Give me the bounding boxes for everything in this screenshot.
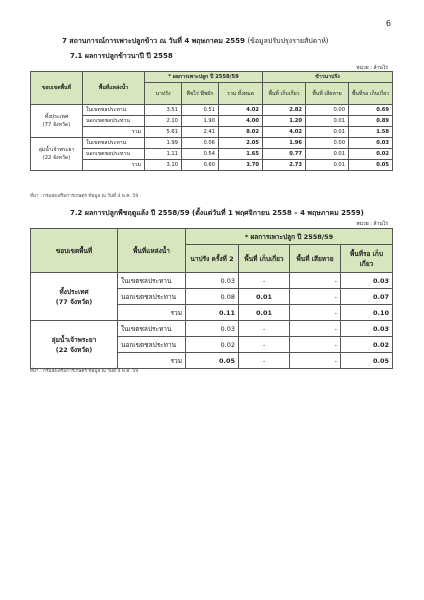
section-heading bbox=[62, 36, 329, 47]
cell-crops: 0.06 bbox=[182, 138, 219, 149]
cell-damaged: - bbox=[290, 353, 341, 369]
cell-harvested: 2.82 bbox=[263, 105, 306, 116]
cell-harvested: - bbox=[239, 337, 290, 353]
table1-title: 7.1 ผลการปลูกข้าวนาปี ปี 2558 bbox=[70, 52, 173, 60]
cell-crops: 0.51 bbox=[182, 105, 219, 116]
cell-harvested: - bbox=[239, 353, 290, 369]
row-label: ในเขตชลประทาน bbox=[118, 321, 186, 337]
row-label: นอกเขตชลประทาน bbox=[83, 116, 145, 127]
cell-rice: 0.02 bbox=[186, 337, 239, 353]
table-dry-season bbox=[30, 228, 393, 369]
cell-damaged: 0.01 bbox=[306, 116, 349, 127]
cell-damaged: 0.01 bbox=[306, 149, 349, 160]
region-sub: (77 จังหวัด) bbox=[55, 297, 93, 306]
header-harvested: พื้นที่ เก็บเกี่ยว bbox=[239, 245, 290, 273]
cell-damaged: 0.00 bbox=[306, 138, 349, 149]
header-rice: นาปรัง bbox=[145, 83, 182, 105]
row-label: นอกเขตชลประทาน bbox=[118, 337, 186, 353]
cell-total: 4.02 bbox=[219, 105, 263, 116]
region-name: ทั้งประเทศ bbox=[44, 114, 69, 120]
page-number: 6 bbox=[385, 19, 391, 28]
cell-harvested: - bbox=[239, 273, 290, 289]
cell-remaining: 0.10 bbox=[341, 305, 393, 321]
row-label: ในเขตชลประทาน bbox=[83, 138, 145, 149]
table-row bbox=[31, 321, 393, 337]
cell-rice: 1.11 bbox=[145, 149, 182, 160]
cell-remaining: 0.03 bbox=[341, 273, 393, 289]
cell-remaining: 0.05 bbox=[341, 353, 393, 369]
cell-harvested: 1.20 bbox=[263, 116, 306, 127]
cell-total: 1.65 bbox=[219, 149, 263, 160]
header-remaining: พื้นที่รอ เก็บเกี่ยว bbox=[341, 245, 393, 273]
cell-harvested: 4.02 bbox=[263, 127, 306, 138]
cell-total: 8.02 bbox=[219, 127, 263, 138]
header-remaining: พื้นที่รอ เก็บเกี่ยว bbox=[349, 83, 393, 105]
cell-damaged: 0.01 bbox=[306, 160, 349, 171]
header-damaged: พื้นที่ เสียหาย bbox=[306, 83, 349, 105]
header-planting-group: * ผลการเพาะปลูก ปี 2558/59 bbox=[145, 72, 263, 83]
cell-remaining: 0.89 bbox=[349, 116, 393, 127]
cell-rice: 2.10 bbox=[145, 116, 182, 127]
cell-damaged: - bbox=[290, 305, 341, 321]
table1-unit: หน่วย : ล้านไร่ bbox=[356, 65, 388, 71]
cell-damaged: - bbox=[290, 337, 341, 353]
cell-rice: 1.99 bbox=[145, 138, 182, 149]
cell-harvested: 2.73 bbox=[263, 160, 306, 171]
region-cell bbox=[31, 138, 83, 171]
region-cell bbox=[31, 273, 118, 321]
cell-rice: 0.03 bbox=[186, 321, 239, 337]
cell-damaged: - bbox=[290, 321, 341, 337]
cell-total: 4.00 bbox=[219, 116, 263, 127]
cell-remaining: 0.02 bbox=[349, 149, 393, 160]
cell-rice: 3.10 bbox=[145, 160, 182, 171]
section-heading-text: 7 สถานการณ์การเพาะปลูกข้าว ณ วันที่ 4 พฤษภาคม 2559 bbox=[62, 37, 245, 45]
cell-harvested: 1.96 bbox=[263, 138, 306, 149]
header-water-area: พื้นที่แหล่งน้ำ bbox=[118, 229, 186, 273]
table-row bbox=[31, 116, 393, 127]
cell-rice: 3.51 bbox=[145, 105, 182, 116]
header-crops: พืชไร่ พืชผัก bbox=[182, 83, 219, 105]
cell-remaining: 0.02 bbox=[341, 337, 393, 353]
cell-rice: 5.61 bbox=[145, 127, 182, 138]
cell-harvested: 0.01 bbox=[239, 289, 290, 305]
cell-rice: 0.11 bbox=[186, 305, 239, 321]
cell-remaining: 0.69 bbox=[349, 105, 393, 116]
header-rice: นาปรัง ครั้งที่ 2 bbox=[186, 245, 239, 273]
cell-harvested: 0.01 bbox=[239, 305, 290, 321]
cell-remaining: 0.05 bbox=[349, 160, 393, 171]
cell-harvested: - bbox=[239, 321, 290, 337]
header-harvest-group: ข้าวนาปรัง bbox=[263, 72, 393, 83]
cell-damaged: 0.00 bbox=[306, 105, 349, 116]
region-sub: (77 จังหวัด) bbox=[42, 122, 71, 128]
header-planting-group: * ผลการเพาะปลูก ปี 2558/59 bbox=[186, 229, 393, 245]
region-name: ลุ่มน้ำเจ้าพระยา bbox=[38, 147, 75, 153]
region-sub: (22 จังหวัด) bbox=[55, 345, 93, 354]
row-label: ในเขตชลประทาน bbox=[118, 273, 186, 289]
header-total: รวม ทั้งหมด bbox=[219, 83, 263, 105]
region-name: ลุ่มน้ำเจ้าพระยา bbox=[51, 335, 97, 344]
cell-crops: 0.54 bbox=[182, 149, 219, 160]
cell-damaged: - bbox=[290, 273, 341, 289]
header-harvested: พื้นที่ เก็บเกี่ยว bbox=[263, 83, 306, 105]
cell-rice: 0.05 bbox=[186, 353, 239, 369]
cell-crops: 1.90 bbox=[182, 116, 219, 127]
row-label: นอกเขตชลประทาน bbox=[118, 289, 186, 305]
table2-unit: หน่วย : ล้านไร่ bbox=[356, 221, 388, 227]
cell-remaining: 0.03 bbox=[341, 321, 393, 337]
table-row-total bbox=[31, 160, 393, 171]
cell-crops: 2.41 bbox=[182, 127, 219, 138]
region-cell bbox=[31, 321, 118, 369]
cell-remaining: 1.58 bbox=[349, 127, 393, 138]
table2-title: 7.2 ผลการปลูกพืชฤดูแล้ง ปี 2558/59 (ตั้งแต่วันที่ 1 พฤศจิกายน 2558 – 4 พฤษภาคม 2559) bbox=[70, 209, 364, 217]
table-row bbox=[31, 149, 393, 160]
cell-damaged: - bbox=[290, 289, 341, 305]
row-label: รวม bbox=[118, 305, 186, 321]
table-row bbox=[31, 105, 393, 116]
region-name: ทั้งประเทศ bbox=[59, 287, 89, 296]
header-region: ขอบเขตพื้นที่ bbox=[31, 72, 83, 105]
cell-remaining: 0.07 bbox=[341, 289, 393, 305]
row-label: รวม bbox=[118, 353, 186, 369]
table-rice-main-season bbox=[30, 71, 393, 171]
table1-source: ที่มา : กรมส่งเสริมการเกษตร ข้อมูล ณ วันที่ 4 พ.ค. 59 bbox=[30, 194, 139, 199]
cell-damaged: 0.01 bbox=[306, 127, 349, 138]
table-row bbox=[31, 273, 393, 289]
region-sub: (22 จังหวัด) bbox=[42, 155, 71, 161]
cell-total: 2.05 bbox=[219, 138, 263, 149]
cell-remaining: 0.03 bbox=[349, 138, 393, 149]
cell-harvested: 0.77 bbox=[263, 149, 306, 160]
table2-source: ที่มา : กรมส่งเสริมการเกษตร ข้อมูล ณ วันที่ 4 พ.ค. 59 bbox=[30, 369, 139, 374]
region-cell bbox=[31, 105, 83, 138]
cell-crops: 0.60 bbox=[182, 160, 219, 171]
row-label: นอกเขตชลประทาน bbox=[83, 149, 145, 160]
table-row-total bbox=[31, 127, 393, 138]
cell-total: 3.70 bbox=[219, 160, 263, 171]
section-heading-note: (ข้อมูลปรับปรุงรายสัปดาห์) bbox=[247, 37, 329, 45]
row-label: รวม bbox=[83, 160, 145, 171]
header-region: ขอบเขตพื้นที่ bbox=[31, 229, 118, 273]
cell-rice: 0.03 bbox=[186, 273, 239, 289]
header-water-area: พื้นที่แหล่งน้ำ bbox=[83, 72, 145, 105]
header-damaged: พื้นที่ เสียหาย bbox=[290, 245, 341, 273]
cell-rice: 0.08 bbox=[186, 289, 239, 305]
row-label: ในเขตชลประทาน bbox=[83, 105, 145, 116]
table-row bbox=[31, 138, 393, 149]
row-label: รวม bbox=[83, 127, 145, 138]
